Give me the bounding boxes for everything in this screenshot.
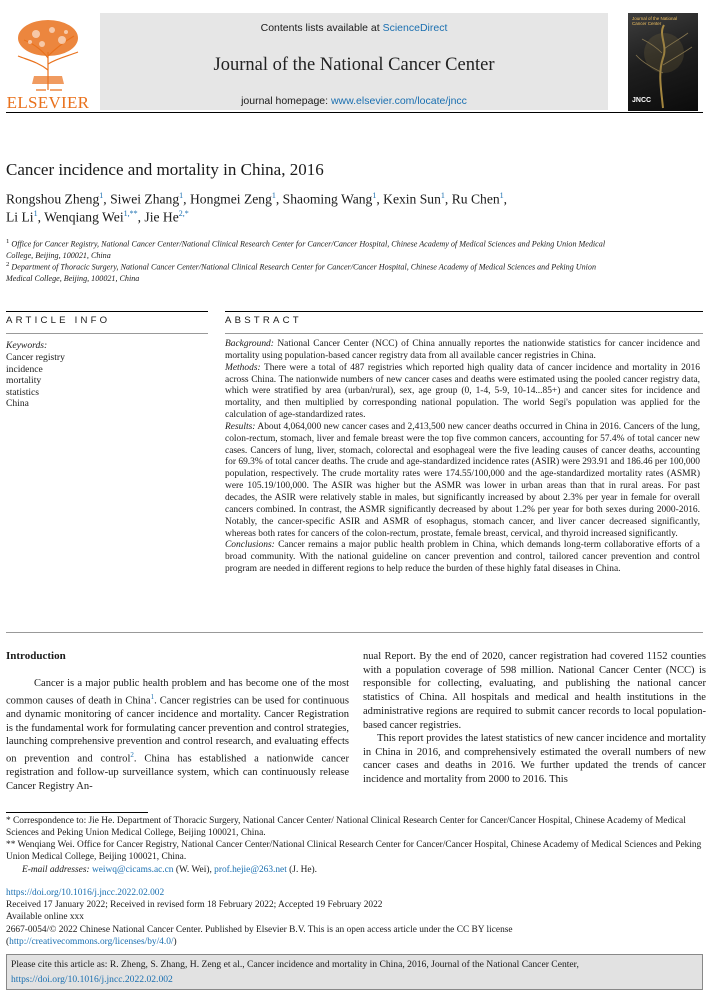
author-affiliation-marker[interactable]: 1 <box>372 191 377 200</box>
author-separator: , <box>275 191 283 207</box>
intro-right-paragraph-1: nual Report. By the end of 2020, cancer registration had covered 1152 counties with a population coverage of 598 million. National Cancer Center (NCC) is responsible for collecting, evaluating, and publishing the national cancer statistics of China. All hospitals and medical and health institutions in the administrative regions are required to submit cancer records to local population-based cancer registries. <box>363 651 706 731</box>
article-title: Cancer incidence and mortality in China, 2016 <box>6 160 324 179</box>
affiliation-2 <box>6 259 616 284</box>
article-info-rule <box>6 311 208 312</box>
affiliation-1-marker: 1 <box>6 238 10 245</box>
author-name[interactable]: Shaoming Wang <box>282 191 373 207</box>
article-info-subrule <box>6 333 208 334</box>
abstract-bottom-rule <box>6 632 703 633</box>
intro-text: . Cancer registries can be used for continuous and dynamic monitoring of cancer incidence and mortality. Cancer Registration is the fundamental work for formulating cancer prevention and control strategies, launching comprehensive prevention and control research, and evaluating effects on prevention and control <box>6 695 349 765</box>
author-name[interactable]: Wenqiang Wei <box>44 209 124 225</box>
author-affiliation-marker[interactable]: 1 <box>499 191 504 200</box>
author-name[interactable]: Hongmei Zeng <box>189 191 272 207</box>
intro-text: . China has established a nationwide cancer registration and follow-up surveillance system, which can continuously release Cancer Registry An- <box>6 753 349 792</box>
author-name[interactable]: Rongshou Zheng <box>6 191 100 207</box>
abstract-body <box>225 339 700 576</box>
intro-heading: Introduction <box>6 650 66 662</box>
author-affiliation-marker[interactable]: 1 <box>179 191 184 200</box>
keyword-item[interactable]: mortality <box>6 375 42 386</box>
license-link[interactable]: http://creativecommons.org/licenses/by/4.0/ <box>9 937 174 947</box>
correspondence-footnote-1: * Correspondence to: Jie He. Department of Thoracic Surgery, National Cancer Center/ National Clinical Research Center for Cancer/Cancer Hospital, Chinese Academy of Medical Sciences and Peking Union Medical College, Beijing 100021, China. <box>6 816 686 839</box>
email-owner: (W. Wei), <box>173 865 215 875</box>
affiliation-2-marker: 2 <box>6 261 10 268</box>
authors-line-2 <box>6 209 189 226</box>
intro-right-paragraph-2: This report provides the latest statistics of new cancer incidence and mortality in China in 2016, and comprehensively estimated the overall numbers of new cancer cases and deaths in 2016. We further updated the trends of cancer incidence and mortality from 2000 to 2016. This <box>363 733 706 786</box>
author-name[interactable]: Jie He <box>144 209 179 225</box>
cite-this-article-box <box>6 954 703 990</box>
header-divider <box>6 112 703 113</box>
journal-cover-image[interactable] <box>628 13 698 111</box>
reference-link[interactable]: 2 <box>130 751 134 760</box>
author-name[interactable]: Ru Chen <box>451 191 500 207</box>
authors-line-1 <box>6 191 507 208</box>
keyword-item[interactable]: Cancer registry <box>6 352 65 363</box>
copyright-line: 2667-0054/© 2022 Chinese National Cancer Center. Published by Elsevier B.V. This is an open access article under the CC BY license <box>6 925 513 935</box>
abstract-background-label: Background: <box>225 339 274 349</box>
email-link[interactable]: prof.hejie@263.net <box>214 865 287 875</box>
author-affiliation-marker[interactable]: 1 <box>33 209 38 218</box>
homepage-link[interactable]: www.elsevier.com/locate/jncc <box>330 95 467 107</box>
author-affiliation-marker[interactable]: 2,* <box>178 209 189 218</box>
intro-text: Cancer is a major public health problem and has become one of the most common causes of death in China <box>6 678 349 707</box>
article-info-heading: ARTICLE INFO <box>6 315 111 326</box>
contents-line <box>100 22 608 34</box>
author-separator: , <box>103 191 111 207</box>
keyword-item[interactable]: incidence <box>6 364 43 375</box>
citation-text: Please cite this article as: R. Zheng, S. Zhang, H. Zeng et al., Cancer incidence and mortality in China, 2016, Journal of the National Cancer Center, <box>11 959 579 970</box>
abstract-conclusions-label: Conclusions: <box>225 540 275 551</box>
author-separator: , <box>183 191 190 207</box>
email-label: E-mail addresses: <box>22 865 90 875</box>
abstract-subrule <box>225 333 703 334</box>
abstract-heading: ABSTRACT <box>225 315 302 326</box>
author-name[interactable]: Kexin Sun <box>383 191 441 207</box>
author-separator: , <box>503 191 508 207</box>
author-affiliation-marker[interactable]: 1 <box>99 191 104 200</box>
abstract-results: About 4,064,000 new cancer cases and 2,413,500 new cancer deaths occurred in China in 2016. Cancers of the lung, colon-rectum, stomach, liver and female breast were the top five common cancers, accounting for 57.4% of total cancer new cases. Cancers of lung, liver, stomach, colorectal and esophageal were the five leading causes of cancer deaths, accounting for 69.3% of total cancer deaths. The crude and age-standardized incidence rates (ASIR) were 293.91 and 186.46 per 100,000 population, respectively. The crude mortality rates were 174.55/100,000 and the age-standardized mortality rates (ASMR) were 105.19/100,000. The ASIR was higher but the ASMR was lower in urban areas than that in rural areas. For past decades, the ASIR were relatively stable in males, but significantly increased by about 2.3% per year in female for overall cancers combined. In contrast, the ASMR significantly decreased by about 1.2% per year for both sexes during 2000-2016. Notably, the cancer-specific ASIR and ASMR of esophagus, stomach cancer, and liver cancer decreased significantly, whereas both rates for cancers of the colon-rectum, prostate, female breast, cervical, and thyroid increased significantly. <box>225 421 700 539</box>
homepage-line <box>100 95 608 107</box>
abstract-rule <box>225 311 703 312</box>
sciencedirect-link[interactable]: ScienceDirect <box>382 22 448 34</box>
author-separator: , <box>137 209 145 225</box>
available-online: Available online xxx <box>6 912 84 922</box>
license-line: (http://creativecommons.org/licenses/by/4.0/) <box>6 937 177 947</box>
author-affiliation-marker[interactable]: 1 <box>440 191 445 200</box>
abstract-conclusions: Cancer remains a major public health problem in China, which demands long-term collaborative efforts of a broad community. With the national guideline on cancer prevention and control, tailored cancer prevention and control program are needed in different regions to help reduce the burden of these highly fatal diseases in China. <box>225 540 700 575</box>
contents-prefix: Contents lists available at <box>260 22 383 34</box>
cover-title: Journal of the National Cancer Center <box>632 16 678 26</box>
keyword-item[interactable]: China <box>6 398 29 409</box>
keywords-label: Keywords: <box>6 340 48 351</box>
citation-doi-link[interactable]: https://doi.org/10.1016/j.jncc.2022.02.002 <box>11 974 173 985</box>
intro-left-paragraph <box>6 677 349 794</box>
journal-name: Journal of the National Cancer Center <box>213 55 495 75</box>
cover-badge: JNCC <box>632 97 652 104</box>
author-name[interactable]: Siwei Zhang <box>110 191 180 207</box>
abstract-methods-label: Methods: <box>225 362 261 373</box>
footnote-rule <box>6 812 148 813</box>
author-separator: , <box>37 209 45 225</box>
homepage-prefix: journal homepage: <box>241 95 331 107</box>
abstract-results-label: Results: <box>225 421 256 432</box>
email-owner: (J. He). <box>286 865 318 875</box>
abstract-methods: There were a total of 487 registries which reported high quality data of cancer incidence and mortality in 2016 across China. The nationwide numbers of new cancer cases and deaths were estimated using the pooled cancer registry data, which were stratified by area (urban/rural), sex, age group (0, 1-4, 5-9, 10-14...85+) and cancer sites for incidence and mortality, and then multiplied by corresponding national population. The world Segi's population was applied for the calculation of age-standardized rates. <box>225 362 700 421</box>
email-footnote <box>22 864 709 876</box>
affiliation-1 <box>6 236 616 261</box>
author-name[interactable]: Li Li <box>6 209 34 225</box>
keyword-item[interactable]: statistics <box>6 387 40 398</box>
publisher-logo-text: ELSEVIER <box>6 93 90 112</box>
correspondence-footnote-2: ** Wenqiang Wei. Office for Cancer Registry, National Cancer Center/National Clinical Research Center for Cancer/Cancer Hospital, Chinese Academy of Medical Sciences and Peking Union Medical College, Beijing 100021, China. <box>6 840 702 863</box>
received-dates: Received 17 January 2022; Received in revised form 18 February 2022; Accepted 19 February 2022 <box>6 900 383 910</box>
author-affiliation-marker[interactable]: 1,** <box>123 209 138 218</box>
author-separator: , <box>444 191 452 207</box>
author-separator: , <box>376 191 384 207</box>
reference-link[interactable]: 1 <box>150 692 155 701</box>
affiliation-1-text: Office for Cancer Registry, National Cancer Center/National Clinical Research Center for Cancer/Cancer Hospital, Chinese Academy of Medical Sciences and Peking Union Medical College, Beijing, 100021, China <box>6 239 606 260</box>
email-link[interactable]: weiwq@cicams.ac.cn <box>91 865 174 875</box>
abstract-background: National Cancer Center (NCC) of China annually reportes the nationwide statistics for cancer incidence and mortality using population-based cancer registry data from all available cancer registries in China. <box>225 339 700 361</box>
author-affiliation-marker[interactable]: 1 <box>271 191 276 200</box>
affiliation-2-text: Department of Thoracic Surgery, National Cancer Center/National Clinical Research Center for Cancer/Cancer Hospital, Chinese Academy of Medical Sciences and Peking Union Medical College, Beijing, 100021, China <box>6 262 597 283</box>
doi-link[interactable]: https://doi.org/10.1016/j.jncc.2022.02.002 <box>6 888 165 898</box>
